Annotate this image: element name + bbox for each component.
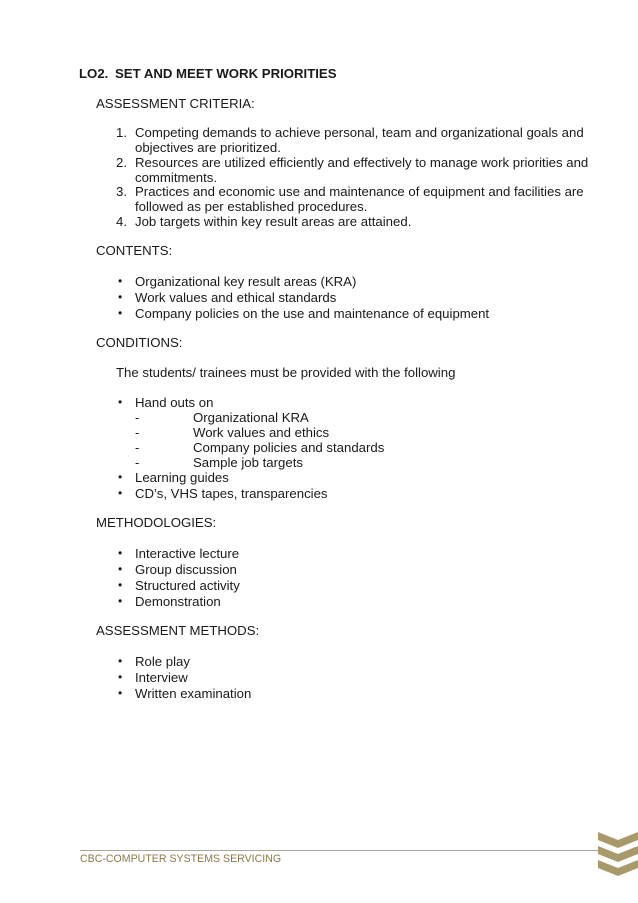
footer-divider [80,850,600,851]
criteria-text: objectives are prioritized. [135,140,281,155]
list-item: Hand outs on [135,395,214,410]
chevron-logo-icon [598,826,638,886]
bullet: • [118,594,123,608]
bullet: • [118,546,123,560]
bullet: • [118,274,123,288]
list-item: Demonstration [135,594,221,609]
bullet: • [118,470,123,484]
list-item: CD’s, VHS tapes, transparencies [135,486,328,501]
bullet: • [118,486,123,500]
criteria-number: 3. [116,184,127,199]
criteria-text: Practices and economic use and maintenance of equipment and facilities are [135,184,584,199]
sub-list-item: Work values and ethics [193,425,330,440]
bullet: • [118,686,123,700]
bullet: • [118,670,123,684]
dash: - [135,440,140,455]
bullet: • [118,306,123,320]
list-item: Interview [135,670,188,685]
list-item: Group discussion [135,562,237,577]
criteria-number: 1. [116,125,127,140]
footer-text: CBC-COMPUTER SYSTEMS SERVICING [80,853,282,865]
conditions-label: CONDITIONS: [96,335,183,350]
dash: - [135,455,140,470]
page-title: SET AND MEET WORK PRIORITIES [115,66,337,81]
list-item: Role play [135,654,190,669]
conditions-intro: The students/ trainees must be provided with the following [116,365,456,380]
list-item: Organizational key result areas (KRA) [135,274,357,289]
criteria-number: 2. [116,155,127,170]
list-item: Company policies on the use and maintenance of equipment [135,306,490,321]
bullet: • [118,654,123,668]
list-item: Work values and ethical standards [135,290,337,305]
criteria-text: Resources are utilized efficiently and effectively to manage work priorities and [135,155,589,170]
section-code: LO2. [79,66,109,81]
list-item: Interactive lecture [135,546,240,561]
sub-list-item: Organizational KRA [193,410,309,425]
criteria-text: Competing demands to achieve personal, team and organizational goals and [135,125,584,140]
sub-list-item: Sample job targets [193,455,303,470]
dash: - [135,410,140,425]
methodologies-label: METHODOLOGIES: [96,515,217,530]
dash: - [135,425,140,440]
list-item: Structured activity [135,578,240,593]
list-item: Written examination [135,686,252,701]
contents-label: CONTENTS: [96,243,173,258]
bullet: • [118,290,123,304]
criteria-text: Job targets within key result areas are attained. [135,214,412,229]
criteria-text: followed as per established procedures. [135,199,368,214]
bullet: • [118,562,123,576]
criteria-text: commitments. [135,170,218,185]
sub-list-item: Company policies and standards [193,440,385,455]
bullet: • [118,578,123,592]
list-item: Learning guides [135,470,229,485]
assessment-methods-label: ASSESSMENT METHODS: [96,623,260,638]
bullet: • [118,395,123,409]
criteria-number: 4. [116,214,127,229]
assessment-criteria-label: ASSESSMENT CRITERIA: [96,96,255,111]
